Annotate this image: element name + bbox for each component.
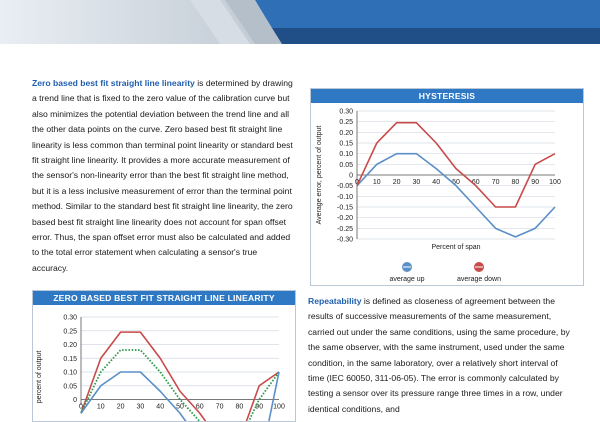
y-tick-label: 0.05 bbox=[339, 161, 353, 169]
zero-based-linearity-chart bbox=[32, 290, 296, 422]
x-tick-label: 70 bbox=[491, 179, 500, 186]
series-line-average-down bbox=[357, 123, 555, 207]
y-tick-label: -0.15 bbox=[337, 204, 353, 212]
y-tick-label: 0 bbox=[349, 172, 353, 180]
y-tick-label: -0.30 bbox=[337, 236, 353, 244]
x-tick-label: 20 bbox=[116, 403, 125, 411]
paragraph-body: is determined by drawing a trend line that is fixed to the zero value of the calibration curve but also minimizes the potential deviation between the trend line and all the other data points on the curve. Zero based best fit straight line linearity is less common than terminal point linearity or standard best fit straight line linearity. It provides a more accurate measurement of the sensor's non-linearity error than the best fit straight line method, but it is a less inclusive measurement of error than the terminal point method. Similar to the standard best fit straight line linearity, the zero based best fit straight line linearity does not account for span offset error. Thus, the span offset error must also be calculated and added to the total error statement when calculating a sensor's true accuracy. bbox=[32, 78, 293, 273]
y-axis-label: Average error, percent of output bbox=[316, 125, 323, 225]
y-tick-label: 0.25 bbox=[63, 328, 77, 336]
hysteresis-chart bbox=[310, 88, 584, 286]
y-tick-label: 0.30 bbox=[63, 314, 77, 322]
x-tick-label: 30 bbox=[412, 179, 421, 186]
paragraph-repeatability bbox=[308, 294, 576, 417]
zero-based-plot bbox=[33, 305, 295, 421]
legend-label: average up bbox=[389, 276, 425, 283]
x-tick-label: 0 bbox=[79, 403, 83, 411]
x-tick-label: 100 bbox=[549, 179, 561, 186]
term-zero-based-linearity: Zero based best fit straight line linearity bbox=[32, 78, 195, 88]
y-tick-label: -0.10 bbox=[337, 193, 353, 201]
hysteresis-plot bbox=[311, 103, 583, 285]
y-tick-label: -0.25 bbox=[337, 225, 353, 233]
x-tick-label: 40 bbox=[432, 179, 441, 186]
series-line-average-up bbox=[357, 154, 555, 237]
x-tick-label: 30 bbox=[136, 403, 145, 411]
hysteresis-chart-title: HYSTERESIS bbox=[311, 89, 583, 103]
y-tick-label: 0.05 bbox=[63, 383, 77, 391]
zero-based-chart-title: ZERO BASED BEST FIT STRAIGHT LINE LINEARITY bbox=[33, 291, 295, 305]
y-tick-label: 0.15 bbox=[63, 355, 77, 363]
header-banner bbox=[0, 0, 600, 44]
x-tick-label: 10 bbox=[96, 403, 105, 411]
legend-label: average down bbox=[457, 276, 501, 283]
header-dark-band bbox=[272, 28, 600, 44]
y-tick-label: 0.25 bbox=[339, 119, 353, 127]
x-tick-label: 60 bbox=[471, 179, 480, 186]
x-tick-label: 40 bbox=[156, 403, 165, 411]
y-tick-label: 0.30 bbox=[339, 108, 353, 116]
y-tick-label: -0.05 bbox=[337, 183, 353, 191]
y-tick-label: 0.10 bbox=[63, 369, 77, 377]
y-tick-label: 0.20 bbox=[339, 129, 353, 137]
x-tick-label: 60 bbox=[195, 403, 204, 411]
x-tick-label: 80 bbox=[511, 179, 520, 186]
x-tick-label: 50 bbox=[176, 403, 184, 411]
y-tick-label: 0.20 bbox=[63, 342, 77, 349]
header-blue-band bbox=[255, 0, 600, 28]
x-tick-label: 100 bbox=[273, 403, 285, 411]
x-tick-label: 80 bbox=[235, 403, 244, 411]
y-tick-label: -0.20 bbox=[337, 215, 353, 223]
paragraph-body: is defined as closeness of agreement between the results of successive measurements of the same measurement, carried out under the same conditions, using the same procedure, by the same observer, with the same instrument, used under the same condition, in the same laboratory, over a relatively short interval of time (IEC 60050, 311-06-05). The error is commonly calculated by testing a sensor over its pressure range three times in a row, under identical conditions, and bbox=[308, 296, 570, 414]
y-tick-label: 0.15 bbox=[339, 140, 353, 148]
y-tick-label: 0 bbox=[73, 397, 77, 404]
x-tick-label: 20 bbox=[392, 179, 401, 186]
y-axis-label: percent of output bbox=[36, 350, 43, 404]
y-tick-label: 0.10 bbox=[339, 151, 353, 159]
x-axis-label: Percent of span bbox=[431, 244, 481, 251]
paragraph-zero-based-linearity bbox=[32, 76, 294, 276]
x-tick-label: 50 bbox=[452, 179, 460, 186]
x-tick-label: 70 bbox=[215, 403, 224, 411]
x-tick-label: 90 bbox=[531, 179, 540, 186]
term-repeatability: Repeatability bbox=[308, 296, 362, 306]
x-tick-label: 10 bbox=[372, 179, 381, 186]
x-tick-label: 0 bbox=[355, 179, 359, 186]
x-tick-label: 90 bbox=[255, 403, 264, 411]
